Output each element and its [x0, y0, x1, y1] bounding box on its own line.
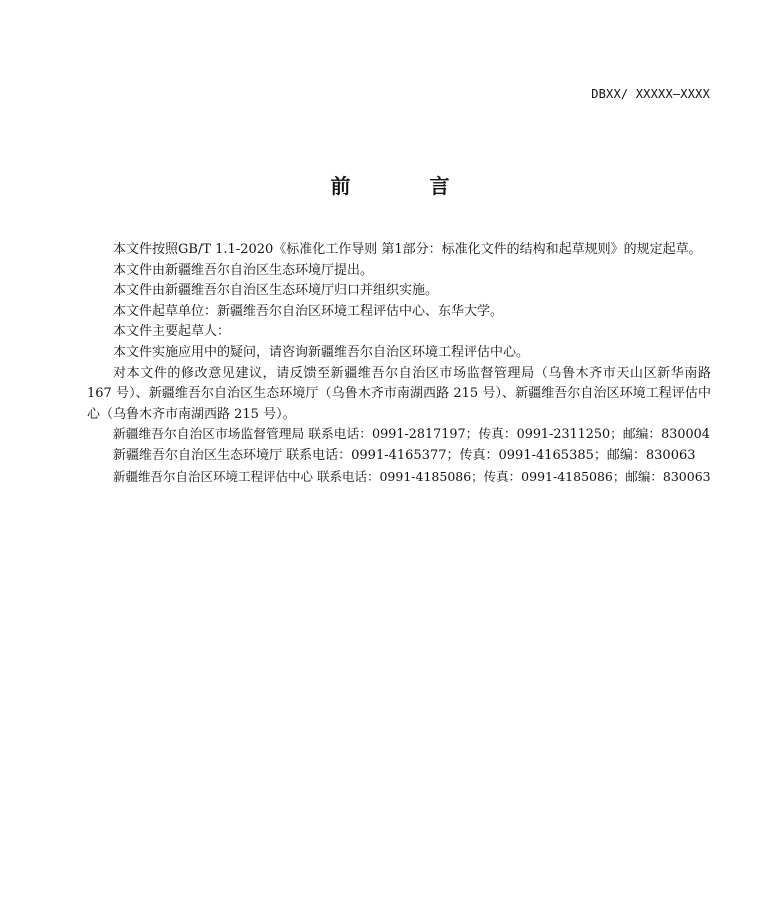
document-code: DBXX/ XXXXX—XXXX: [591, 87, 710, 101]
page-title: 前 言: [330, 174, 486, 198]
paragraph-feedback: 对本文件的修改意见建议，请反馈至新疆维吾尔自治区市场监督管理局（乌鲁木齐市天山区新华南路 167 号）、新疆维吾尔自治区生态环境厅（乌鲁木齐市南湖西路 215 号）、新疆维吾尔自治区环境工程评估中心（乌鲁木齐市南湖西路 215 号）。: [87, 365, 711, 422]
paragraph-proposer: 本文件由新疆维吾尔自治区生态环境厅提出。: [113, 262, 374, 278]
paragraph-drafting-rules: 本文件按照GB/T 1.1-2020《标准化工作导则 第1部分：标准化文件的结构和起草规则》的规定起草。: [113, 242, 702, 257]
contact-line-ecology-environment: 新疆维吾尔自治区生态环境厅 联系电话：0991-4165377；传真：0991-4165385；邮编：830063: [113, 447, 696, 463]
paragraph-inquiries: 本文件实施应用中的疑问，请咨询新疆维吾尔自治区环境工程评估中心。: [113, 344, 530, 360]
paragraph-administrator: 本文件由新疆维吾尔自治区生态环境厅归口并组织实施。: [113, 283, 439, 299]
paragraph-drafting-units: 本文件起草单位：新疆维吾尔自治区环境工程评估中心、东华大学。: [113, 303, 504, 319]
contact-line-assessment-center: 新疆维吾尔自治区环境工程评估中心 联系电话：0991-4185086；传真：0991-4185086；邮编：830063: [113, 468, 711, 484]
contact-line-market-supervision: 新疆维吾尔自治区市场监督管理局 联系电话：0991-2817197；传真：0991-2311250；邮编：830004: [113, 427, 710, 443]
paragraph-drafters: 本文件主要起草人：: [113, 324, 231, 340]
foreword-body: [87, 240, 711, 487]
